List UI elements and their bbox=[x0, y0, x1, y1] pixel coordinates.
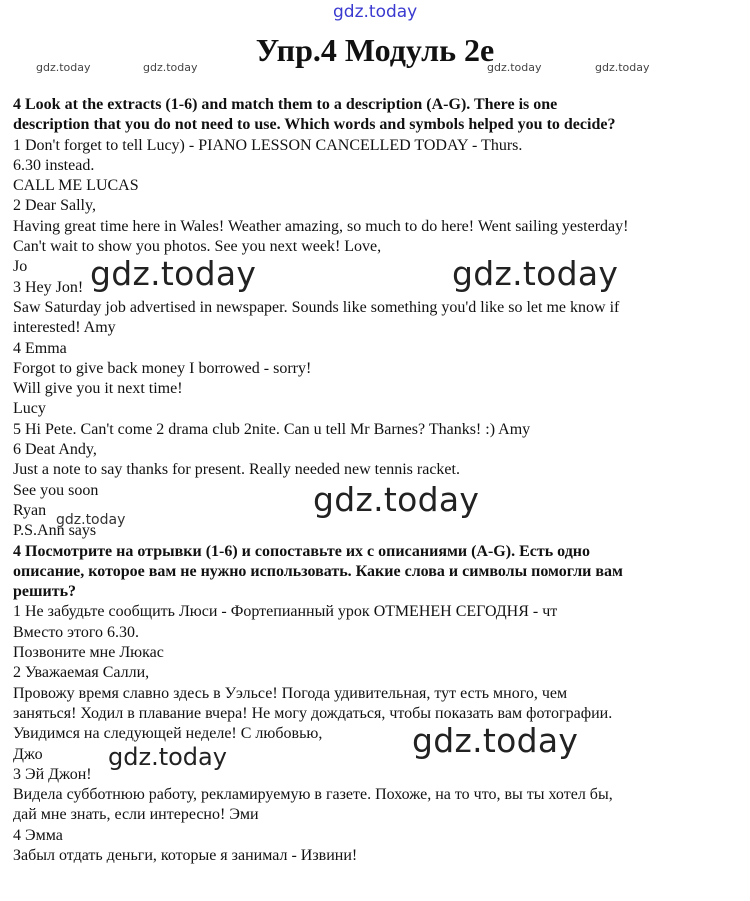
translation-line: 2 Уважаемая Салли, bbox=[13, 664, 150, 682]
translation-line: Провожу время славно здесь в Уэльсе! Погода удивительная, тут есть много, чем bbox=[13, 684, 568, 702]
task-line-ru-1: 4 Посмотрите на отрывки (1-6) и сопоставьте их с описаниями (A-G). Есть одно bbox=[13, 542, 591, 560]
translation-line: заняться! Ходил в плавание вчера! Не могу дождаться, чтобы показать вам фотографии. bbox=[13, 704, 613, 722]
watermark-row-4: gdz.today bbox=[595, 61, 650, 74]
extract-line: 5 Hi Pete. Can't come 2 drama club 2nite. Can u tell Mr Barnes? Thanks! :) Amy bbox=[13, 420, 531, 438]
watermark-large-4: gdz.today bbox=[412, 721, 579, 760]
translation-line: Забыл отдать деньги, которые я занимал - Извини! bbox=[13, 846, 358, 864]
watermark-large-2: gdz.today bbox=[452, 254, 619, 293]
extract-line: interested! Amy bbox=[13, 319, 116, 337]
extract-line: Forgot to give back money I borrowed - sorry! bbox=[13, 359, 312, 377]
extract-line: Having great time here in Wales! Weather amazing, so much to do here! Went sailing yesterday! bbox=[13, 217, 629, 235]
extract-line: Will give you it next time! bbox=[13, 380, 183, 398]
extract-line: Jo bbox=[13, 258, 28, 276]
extract-line: CALL ME LUCAS bbox=[13, 177, 139, 195]
watermark-medium: gdz.today bbox=[108, 743, 227, 771]
translation-line: дай мне знать, если интересно! Эми bbox=[13, 806, 259, 824]
translation-line: 4 Эмма bbox=[13, 826, 63, 844]
watermark-large-1: gdz.today bbox=[90, 254, 257, 293]
translation-line: 3 Эй Джон! bbox=[13, 765, 92, 783]
extract-line: 6.30 instead. bbox=[13, 156, 95, 174]
translation-line: 1 Не забудьте сообщить Люси - Фортепианный урок ОТМЕНЕН СЕГОДНЯ - чт bbox=[13, 603, 558, 621]
task-line-ru-3: решить? bbox=[13, 583, 77, 601]
page-title: Упр.4 Модуль 2e bbox=[255, 32, 495, 68]
task-line-en-2: description that you do not need to use. Which words and symbols helped you to decide? bbox=[13, 116, 616, 134]
extract-line: Just a note to say thanks for present. Really needed new tennis racket. bbox=[13, 461, 460, 479]
extract-line: 4 Emma bbox=[13, 339, 67, 357]
watermark-row-1: gdz.today bbox=[36, 61, 91, 74]
task-line-en-1: 4 Look at the extracts (1-6) and match them to a description (A-G). There is one bbox=[13, 96, 558, 113]
extract-line: 6 Deat Andy, bbox=[13, 441, 97, 459]
watermark-row-2: gdz.today bbox=[143, 61, 198, 74]
extract-line: Lucy bbox=[13, 400, 46, 418]
watermark-row-3: gdz.today bbox=[487, 61, 542, 74]
extract-line: Can't wait to show you photos. See you next week! Love, bbox=[13, 238, 382, 256]
extract-line: 1 Don't forget to tell Lucy) - PIANO LESSON CANCELLED TODAY - Thurs. bbox=[13, 136, 523, 154]
task-line-ru-2: описание, которое вам не нужно использовать. Какие слова и символы помогли вам bbox=[13, 562, 623, 580]
extract-line: See you soon bbox=[13, 481, 99, 499]
extract-line: 2 Dear Sally, bbox=[13, 197, 96, 215]
translation-line: Позвоните мне Люкас bbox=[13, 644, 164, 662]
watermark-small: gdz.today bbox=[56, 512, 126, 528]
extract-line: P.S.Ann says bbox=[13, 522, 97, 540]
extract-line: Saw Saturday job advertised in newspaper. Sounds like something you'd like so let me know if bbox=[13, 298, 620, 316]
extract-line: 3 Hey Jon! bbox=[13, 278, 84, 296]
extract-line: Ryan bbox=[13, 501, 47, 519]
translation-line: Видела субботнюю работу, рекламируемую в газете. Похоже, на то что, вы ты хотел бы, bbox=[13, 786, 613, 804]
translation-line: Вместо этого 6.30. bbox=[13, 623, 139, 641]
translation-line: Джо bbox=[13, 745, 43, 763]
watermark-top: gdz.today bbox=[333, 2, 418, 22]
translation-line: Увидимся на следующей неделе! С любовью, bbox=[13, 725, 323, 743]
watermark-large-3: gdz.today bbox=[313, 480, 480, 519]
